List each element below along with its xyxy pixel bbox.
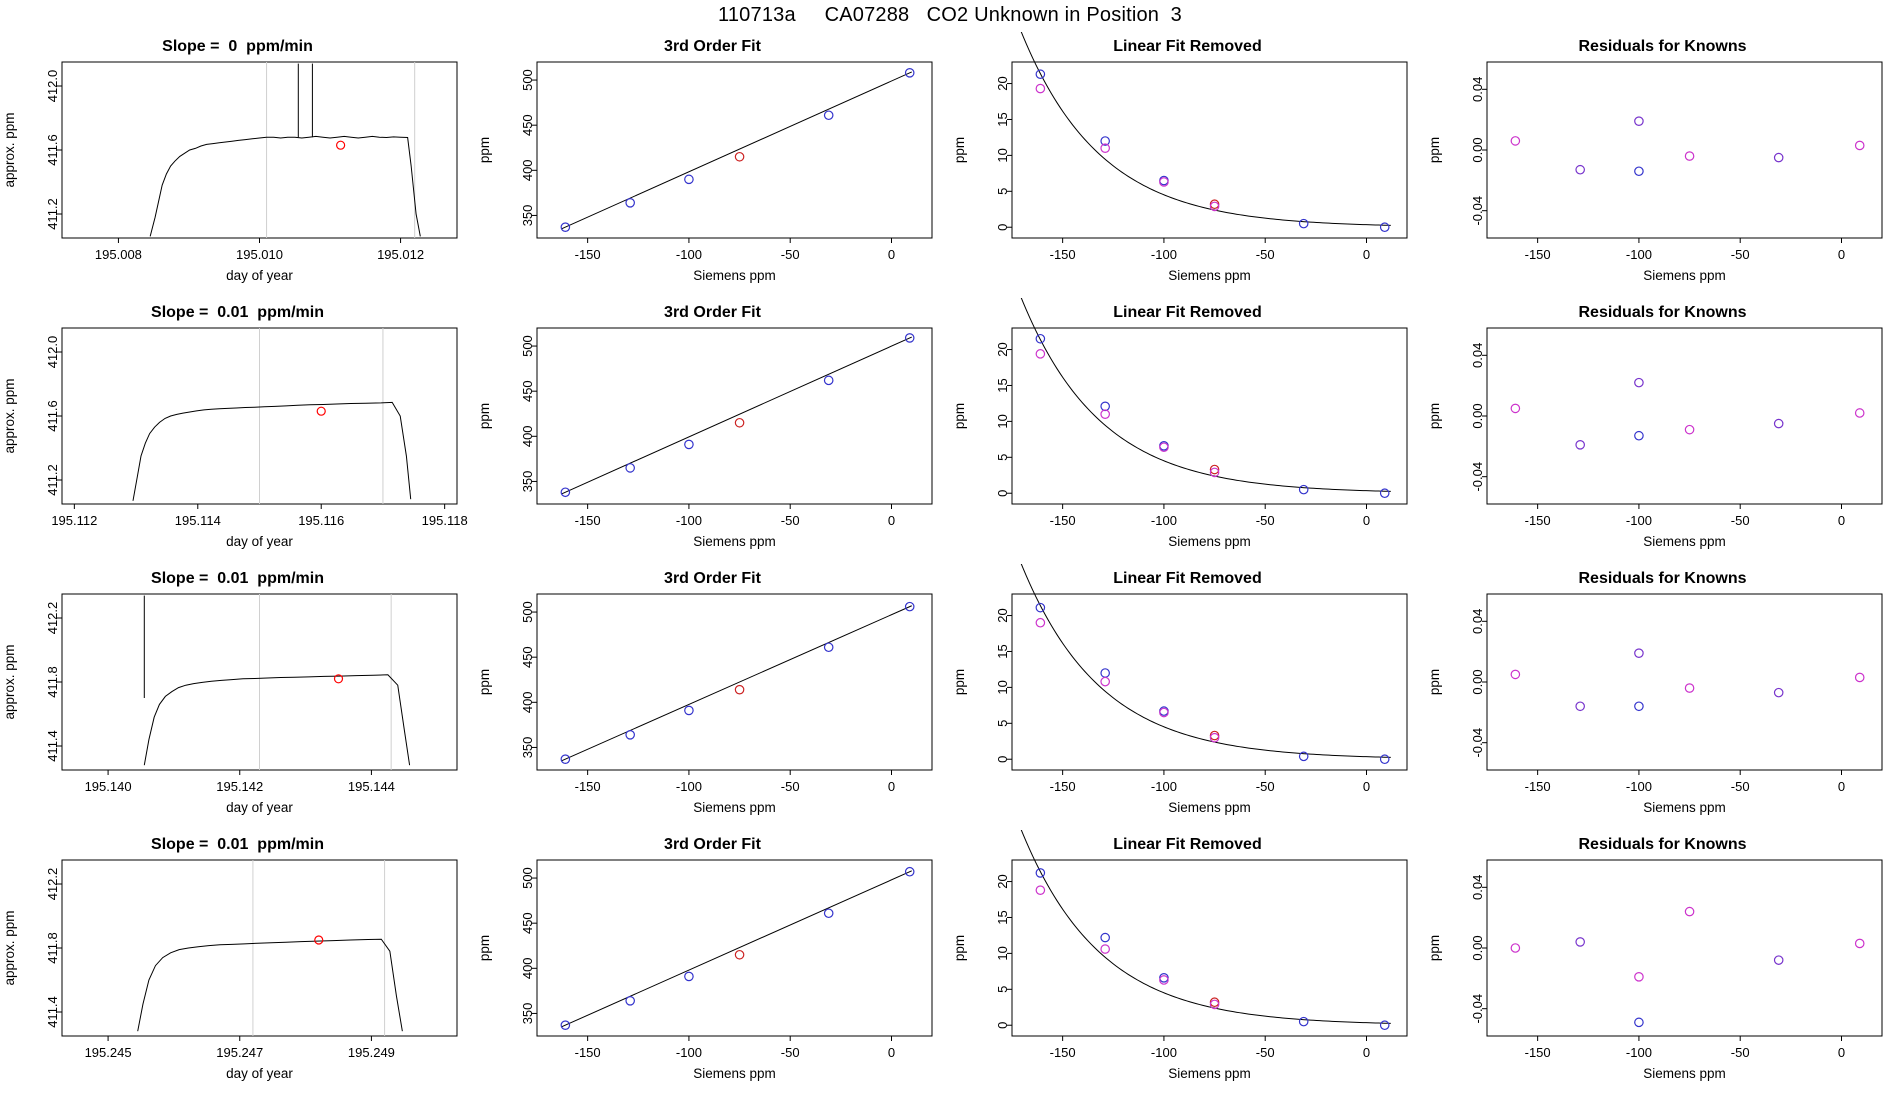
plot-row1-col3 [950,32,1425,298]
svg-text:-100: -100 [1625,1045,1652,1060]
plot-row4-col1 [0,830,475,1096]
svg-text:350: 350 [520,736,535,759]
svg-text:approx. ppm: approx. ppm [2,378,17,454]
svg-text:0.04: 0.04 [1470,608,1485,634]
svg-text:-50: -50 [1730,1045,1750,1060]
svg-text:15: 15 [995,112,1010,127]
svg-text:411.8: 411.8 [45,932,60,964]
panel-title: 3rd Order Fit [664,836,761,853]
svg-text:10: 10 [995,148,1010,163]
svg-text:0.00: 0.00 [1470,403,1485,429]
plot-row4-col4 [1425,830,1900,1096]
svg-text:ppm: ppm [477,402,492,430]
svg-text:-150: -150 [574,779,601,794]
svg-text:-100: -100 [675,1045,702,1060]
panel-title: 3rd Order Fit [664,38,761,55]
svg-text:195.140: 195.140 [84,779,132,794]
svg-text:ppm: ppm [1427,402,1442,430]
svg-text:10: 10 [995,946,1010,961]
panel-cell [950,830,1425,1096]
svg-text:10: 10 [995,680,1010,695]
svg-text:ppm: ppm [1427,934,1442,962]
svg-text:450: 450 [520,114,535,137]
panel-cell [475,564,950,830]
svg-text:0: 0 [1362,779,1371,794]
panel-row [0,830,1900,1096]
svg-text:400: 400 [520,957,535,980]
svg-text:500: 500 [520,867,535,889]
panel-cell [475,32,950,298]
panel-cell [1425,32,1900,298]
svg-text:20: 20 [995,342,1010,357]
plot-row1-col4 [1425,32,1900,298]
svg-text:day of year: day of year [226,534,293,549]
svg-text:450: 450 [520,380,535,403]
svg-text:-100: -100 [675,247,702,262]
panel-cell [950,298,1425,564]
svg-text:195.245: 195.245 [84,1045,132,1060]
svg-text:Siemens ppm: Siemens ppm [693,1066,776,1081]
panel-cell [0,830,475,1096]
svg-text:195.247: 195.247 [216,1045,264,1060]
svg-text:195.116: 195.116 [298,513,345,528]
svg-text:411.2: 411.2 [45,198,60,230]
svg-text:-100: -100 [675,779,702,794]
svg-text:20: 20 [995,874,1010,889]
plot-row4-col2 [475,830,950,1096]
page-title: 110713a CA07288 CO2 Unknown in Position 3 [718,4,1182,26]
svg-text:15: 15 [995,644,1010,659]
svg-text:-150: -150 [574,1045,601,1060]
plot-row2-col2 [475,298,950,564]
svg-text:0.00: 0.00 [1470,669,1485,695]
svg-text:350: 350 [520,204,535,227]
svg-text:500: 500 [520,335,535,357]
svg-text:411.8: 411.8 [45,666,60,698]
svg-text:195.012: 195.012 [377,247,425,262]
svg-text:-50: -50 [1730,513,1750,528]
svg-text:412.0: 412.0 [45,335,60,369]
svg-text:day of year: day of year [226,1066,293,1081]
svg-text:400: 400 [520,159,535,182]
svg-text:ppm: ppm [477,668,492,696]
plot-row1-col2 [475,32,950,298]
svg-text:-0.04: -0.04 [1470,195,1485,226]
panel-title: Slope = 0.01 ppm/min [151,304,324,321]
svg-text:0: 0 [1837,513,1846,528]
panel-row [0,564,1900,830]
svg-text:-50: -50 [1255,779,1275,794]
svg-text:0: 0 [1362,247,1371,262]
plot-row1-col1 [0,32,475,298]
panel-cell [1425,830,1900,1096]
svg-text:ppm: ppm [952,934,967,962]
svg-text:412.2: 412.2 [45,601,60,635]
plot-row2-col3 [950,298,1425,564]
svg-text:0: 0 [1837,1045,1846,1060]
svg-text:-100: -100 [1625,513,1652,528]
svg-text:Siemens ppm: Siemens ppm [1168,534,1251,549]
panel-title: Residuals for Knowns [1578,570,1747,587]
svg-text:5: 5 [995,453,1010,461]
svg-text:0: 0 [995,223,1010,231]
svg-text:Siemens ppm: Siemens ppm [693,268,776,283]
panel-cell [475,298,950,564]
svg-text:-50: -50 [780,247,800,262]
svg-text:5: 5 [995,187,1010,195]
panel-title: Slope = 0.01 ppm/min [151,836,324,853]
svg-text:0: 0 [887,779,896,794]
svg-text:195.144: 195.144 [347,779,395,794]
svg-text:412.0: 412.0 [45,69,60,103]
plot-row4-col3 [950,830,1425,1096]
panel-title: Slope = 0.01 ppm/min [151,570,324,587]
svg-text:-50: -50 [780,779,800,794]
svg-text:0.04: 0.04 [1470,342,1485,368]
panel-title: Linear Fit Removed [1113,304,1262,321]
svg-text:Siemens ppm: Siemens ppm [1168,268,1251,283]
svg-text:500: 500 [520,69,535,91]
svg-text:Siemens ppm: Siemens ppm [1643,268,1726,283]
panel-cell [950,564,1425,830]
svg-text:0: 0 [995,489,1010,497]
svg-text:0: 0 [887,513,896,528]
svg-text:-50: -50 [1730,247,1750,262]
panel-title: Residuals for Knowns [1578,304,1747,321]
svg-text:Siemens ppm: Siemens ppm [1643,800,1726,815]
panel-title: Linear Fit Removed [1113,836,1262,853]
svg-text:195.008: 195.008 [94,247,142,262]
svg-text:15: 15 [995,910,1010,925]
svg-text:0.04: 0.04 [1470,76,1485,102]
panel-row [0,32,1900,298]
svg-text:411.2: 411.2 [45,464,60,496]
panel-cell [1425,564,1900,830]
plot-row3-col3 [950,564,1425,830]
panel-title: 3rd Order Fit [664,570,761,587]
svg-text:400: 400 [520,425,535,448]
svg-text:-100: -100 [1625,779,1652,794]
svg-text:0.00: 0.00 [1470,137,1485,163]
panel-title: 3rd Order Fit [664,304,761,321]
svg-text:-50: -50 [1255,513,1275,528]
plot-row3-col1 [0,564,475,830]
svg-text:-50: -50 [1255,1045,1275,1060]
svg-text:411.4: 411.4 [45,996,60,1028]
panel-title: Linear Fit Removed [1113,38,1262,55]
svg-text:Siemens ppm: Siemens ppm [1643,1066,1726,1081]
panel-grid [0,32,1900,1098]
svg-text:-150: -150 [574,513,601,528]
svg-text:-150: -150 [574,247,601,262]
svg-text:-150: -150 [1049,779,1076,794]
svg-text:Siemens ppm: Siemens ppm [1643,534,1726,549]
svg-text:5: 5 [995,985,1010,993]
svg-text:-100: -100 [1150,513,1177,528]
svg-text:Siemens ppm: Siemens ppm [1168,800,1251,815]
svg-text:450: 450 [520,912,535,935]
svg-text:20: 20 [995,76,1010,91]
svg-text:-150: -150 [1524,779,1551,794]
svg-text:-150: -150 [1049,513,1076,528]
svg-text:ppm: ppm [952,136,967,164]
svg-text:0: 0 [995,1021,1010,1029]
plot-row2-col4 [1425,298,1900,564]
plot-row3-col2 [475,564,950,830]
svg-text:day of year: day of year [226,800,293,815]
svg-text:195.118: 195.118 [421,513,468,528]
svg-text:-50: -50 [1730,779,1750,794]
svg-text:-0.04: -0.04 [1470,461,1485,492]
svg-text:-100: -100 [1150,247,1177,262]
svg-text:-50: -50 [1255,247,1275,262]
svg-text:0: 0 [995,755,1010,763]
svg-text:15: 15 [995,378,1010,393]
svg-text:195.114: 195.114 [174,513,221,528]
svg-text:ppm: ppm [1427,136,1442,164]
svg-text:ppm: ppm [477,136,492,164]
svg-text:195.249: 195.249 [347,1045,395,1060]
svg-text:400: 400 [520,691,535,714]
panel-title: Residuals for Knowns [1578,38,1747,55]
panel-cell [950,32,1425,298]
svg-text:Siemens ppm: Siemens ppm [1168,1066,1251,1081]
svg-text:-150: -150 [1049,247,1076,262]
svg-text:-100: -100 [1625,247,1652,262]
panel-cell [0,564,475,830]
svg-text:ppm: ppm [1427,668,1442,696]
svg-text:500: 500 [520,601,535,623]
svg-text:450: 450 [520,646,535,669]
svg-text:411.6: 411.6 [45,400,60,432]
svg-text:-150: -150 [1524,1045,1551,1060]
panel-cell [1425,298,1900,564]
panel-title: Linear Fit Removed [1113,570,1262,587]
svg-text:Siemens ppm: Siemens ppm [693,800,776,815]
svg-text:Siemens ppm: Siemens ppm [693,534,776,549]
svg-text:412.2: 412.2 [45,867,60,901]
svg-text:-150: -150 [1524,513,1551,528]
plot-row3-col4 [1425,564,1900,830]
svg-text:195.010: 195.010 [236,247,283,262]
svg-text:-50: -50 [780,1045,800,1060]
svg-text:-100: -100 [1150,779,1177,794]
svg-text:0: 0 [887,247,896,262]
svg-text:-0.04: -0.04 [1470,727,1485,758]
panel-cell [0,298,475,564]
svg-text:day of year: day of year [226,268,293,283]
svg-text:ppm: ppm [952,668,967,696]
svg-text:0.04: 0.04 [1470,874,1485,900]
svg-text:0: 0 [1837,247,1846,262]
svg-text:approx. ppm: approx. ppm [2,644,17,720]
svg-text:350: 350 [520,1002,535,1025]
svg-text:ppm: ppm [477,934,492,962]
panel-cell [0,32,475,298]
svg-text:195.112: 195.112 [51,513,98,528]
svg-text:10: 10 [995,414,1010,429]
svg-text:0: 0 [887,1045,896,1060]
svg-text:411.6: 411.6 [45,134,60,166]
svg-text:-150: -150 [1524,247,1551,262]
svg-text:195.142: 195.142 [216,779,264,794]
svg-text:0: 0 [1362,1045,1371,1060]
svg-text:411.4: 411.4 [45,730,60,762]
svg-text:0: 0 [1362,513,1371,528]
svg-text:20: 20 [995,608,1010,623]
svg-text:approx. ppm: approx. ppm [2,910,17,986]
panel-cell [475,830,950,1096]
svg-text:-0.04: -0.04 [1470,993,1485,1024]
plot-row2-col1 [0,298,475,564]
svg-text:-100: -100 [1150,1045,1177,1060]
panel-row [0,298,1900,564]
svg-text:-150: -150 [1049,1045,1076,1060]
svg-text:5: 5 [995,719,1010,727]
svg-text:ppm: ppm [952,402,967,430]
svg-text:-50: -50 [780,513,800,528]
panel-title: Residuals for Knowns [1578,836,1747,853]
svg-text:approx. ppm: approx. ppm [2,112,17,188]
svg-text:0.00: 0.00 [1470,935,1485,961]
svg-text:-100: -100 [675,513,702,528]
panel-title: Slope = 0 ppm/min [162,38,313,55]
svg-text:350: 350 [520,470,535,493]
svg-text:0: 0 [1837,779,1846,794]
